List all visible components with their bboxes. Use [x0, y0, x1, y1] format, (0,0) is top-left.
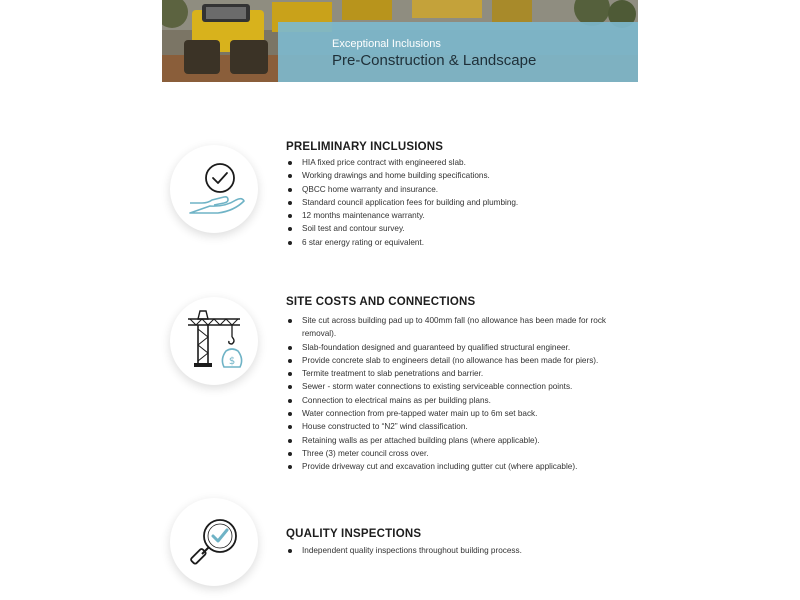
list-item: Sewer - storm water connections to existing serviceable connection points. [286, 380, 636, 393]
section-title: PRELIMINARY INCLUSIONS [286, 141, 444, 153]
crane-money-icon [170, 297, 258, 385]
document-page [162, 0, 638, 600]
list-item: Provide driveway cut and excavation including gutter cut (where applicable). [286, 460, 636, 473]
header-banner [162, 0, 638, 82]
list-item: HIA fixed price contract with engineered slab. [286, 156, 636, 169]
list-item: 12 months maintenance warranty. [286, 209, 636, 222]
section-title: QUALITY INSPECTIONS [286, 528, 422, 540]
banner-title: Pre-Construction & Landscape [332, 52, 537, 69]
list-item: Working drawings and home building specifications. [286, 169, 636, 182]
magnifier-check-icon [170, 498, 258, 586]
list-item: Water connection from pre-tapped water main up to 6m set back. [286, 407, 636, 420]
list-item: House constructed to “N2” wind classification. [286, 420, 636, 433]
list-item: Site cut across building pad up to 400mm fall (no allowance has been made for rock removal). [286, 314, 636, 341]
list-item: Slab-foundation designed and guaranteed by qualified structural engineer. [286, 341, 636, 354]
banner-subtitle: Exceptional Inclusions [332, 38, 441, 50]
list-item: Retaining walls as per attached building plans (where applicable). [286, 434, 636, 447]
hand-checkmark-icon [170, 145, 258, 233]
list-item: 6 star energy rating or equivalent. [286, 236, 636, 249]
bullet-list [286, 314, 636, 474]
list-item: QBCC home warranty and insurance. [286, 183, 636, 196]
list-item: Connection to electrical mains as per building plans. [286, 394, 636, 407]
list-item: Three (3) meter council cross over. [286, 447, 636, 460]
list-item: Termite treatment to slab penetrations and barrier. [286, 367, 636, 380]
bullet-list [286, 156, 636, 249]
bullet-list [286, 544, 636, 557]
section-title: SITE COSTS AND CONNECTIONS [286, 296, 476, 308]
list-item: Standard council application fees for building and plumbing. [286, 196, 636, 209]
list-item: Soil test and contour survey. [286, 222, 636, 235]
svg-text:$: $ [228, 356, 236, 367]
list-item: Independent quality inspections throughout building process. [286, 544, 636, 557]
list-item: Provide concrete slab to engineers detail (no allowance has been made for piers). [286, 354, 636, 367]
